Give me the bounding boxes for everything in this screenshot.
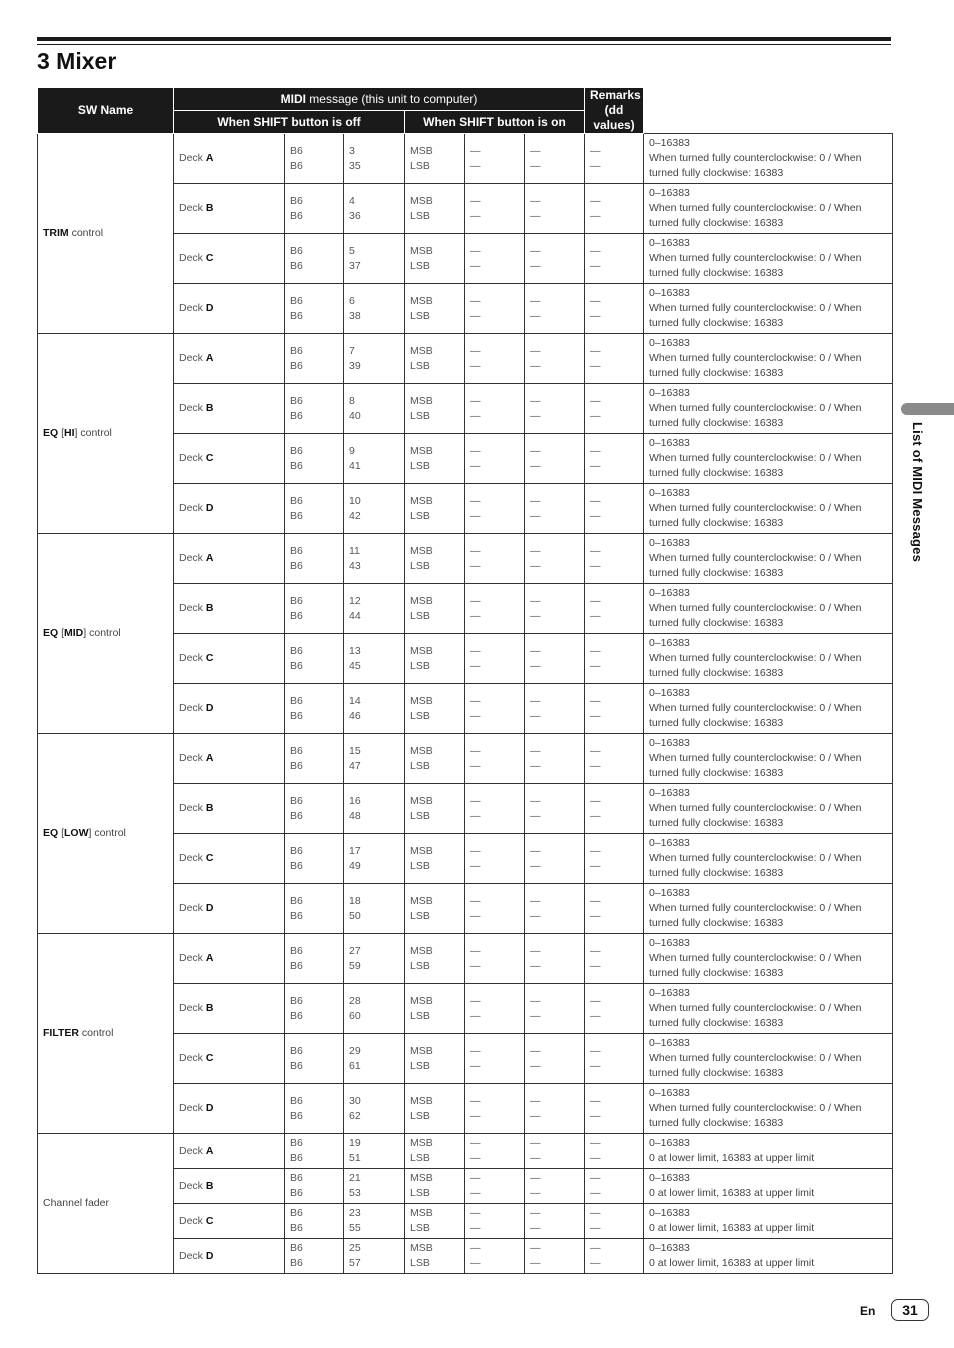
shift-on-cell: — — — [465, 784, 525, 834]
msb-lsb-cell: MSB LSB — [405, 1204, 465, 1239]
msb-lsb-cell: MSB LSB — [405, 1134, 465, 1169]
data-byte-cell: 12 44 — [344, 584, 405, 634]
deck-cell: Deck C — [174, 1204, 285, 1239]
status-byte-cell: B6 B6 — [285, 384, 344, 434]
status-byte-cell: B6 B6 — [285, 884, 344, 934]
msb-lsb-cell: MSB LSB — [405, 234, 465, 284]
shift-on-cell: — — — [465, 684, 525, 734]
data-byte-cell: 15 47 — [344, 734, 405, 784]
shift-on-cell: — — — [585, 584, 644, 634]
shift-on-cell: — — — [585, 234, 644, 284]
side-section-label: List of MIDI Messages — [910, 422, 925, 563]
shift-on-cell: — — — [525, 734, 585, 784]
shift-on-cell: — — — [585, 684, 644, 734]
status-byte-cell: B6 B6 — [285, 584, 344, 634]
status-byte-cell: B6 B6 — [285, 184, 344, 234]
remarks-cell: 0–16383 When turned fully counterclockwise: 0 / When turned fully clockwise: 16383 — [644, 934, 893, 984]
shift-on-cell: — — — [465, 584, 525, 634]
shift-on-cell: — — — [525, 334, 585, 384]
shift-on-cell: — — — [525, 234, 585, 284]
msb-lsb-cell: MSB LSB — [405, 784, 465, 834]
data-byte-cell: 3 35 — [344, 134, 405, 184]
shift-on-cell: — — — [525, 1169, 585, 1204]
remarks-cell: 0–16383 0 at lower limit, 16383 at upper limit — [644, 1169, 893, 1204]
data-byte-cell: 29 61 — [344, 1034, 405, 1084]
shift-on-cell: — — — [465, 1034, 525, 1084]
shift-on-cell: — — — [465, 734, 525, 784]
data-byte-cell: 16 48 — [344, 784, 405, 834]
sw-group-name: EQ [LOW] control — [38, 734, 174, 934]
remarks-cell: 0–16383 When turned fully counterclockwise: 0 / When turned fully clockwise: 16383 — [644, 734, 893, 784]
table-body — [38, 134, 893, 1274]
shift-on-cell: — — — [585, 634, 644, 684]
table-row — [38, 334, 893, 384]
shift-on-cell: — — — [465, 284, 525, 334]
shift-on-cell: — — — [525, 534, 585, 584]
shift-on-cell: — — — [465, 534, 525, 584]
deck-cell: Deck B — [174, 584, 285, 634]
shift-on-cell: — — — [465, 1204, 525, 1239]
shift-on-cell: — — — [585, 1034, 644, 1084]
status-byte-cell: B6 B6 — [285, 1169, 344, 1204]
data-byte-cell: 5 37 — [344, 234, 405, 284]
msb-lsb-cell: MSB LSB — [405, 184, 465, 234]
deck-cell: Deck D — [174, 484, 285, 534]
shift-on-cell: — — — [465, 634, 525, 684]
status-byte-cell: B6 B6 — [285, 134, 344, 184]
msb-lsb-cell: MSB LSB — [405, 1239, 465, 1274]
msb-lsb-cell: MSB LSB — [405, 284, 465, 334]
deck-cell: Deck D — [174, 884, 285, 934]
shift-on-cell: — — — [585, 984, 644, 1034]
top-rule-thick — [37, 37, 891, 41]
remarks-cell: 0–16383 When turned fully counterclockwise: 0 / When turned fully clockwise: 16383 — [644, 534, 893, 584]
sw-group-name: Channel fader — [38, 1134, 174, 1274]
shift-on-cell: — — — [525, 134, 585, 184]
remarks-cell: 0–16383 When turned fully counterclockwise: 0 / When turned fully clockwise: 16383 — [644, 184, 893, 234]
midi-message-table — [37, 87, 893, 1274]
shift-on-cell: — — — [525, 184, 585, 234]
data-byte-cell: 7 39 — [344, 334, 405, 384]
remarks-cell: 0–16383 When turned fully counterclockwise: 0 / When turned fully clockwise: 16383 — [644, 1084, 893, 1134]
deck-cell: Deck C — [174, 434, 285, 484]
msb-lsb-cell: MSB LSB — [405, 334, 465, 384]
status-byte-cell: B6 B6 — [285, 1084, 344, 1134]
shift-on-cell: — — — [525, 1134, 585, 1169]
shift-on-cell: — — — [525, 984, 585, 1034]
deck-cell: Deck B — [174, 1169, 285, 1204]
deck-cell: Deck B — [174, 384, 285, 434]
shift-on-cell: — — — [585, 1239, 644, 1274]
status-byte-cell: B6 B6 — [285, 284, 344, 334]
remarks-cell: 0–16383 When turned fully counterclockwise: 0 / When turned fully clockwise: 16383 — [644, 984, 893, 1034]
data-byte-cell: 8 40 — [344, 384, 405, 434]
data-byte-cell: 11 43 — [344, 534, 405, 584]
remarks-cell: 0–16383 When turned fully counterclockwise: 0 / When turned fully clockwise: 16383 — [644, 334, 893, 384]
shift-on-cell: — — — [465, 1239, 525, 1274]
deck-cell: Deck B — [174, 184, 285, 234]
shift-on-cell: — — — [465, 1134, 525, 1169]
remarks-cell: 0–16383 When turned fully counterclockwise: 0 / When turned fully clockwise: 16383 — [644, 684, 893, 734]
shift-on-cell: — — — [465, 334, 525, 384]
deck-cell: Deck D — [174, 284, 285, 334]
status-byte-cell: B6 B6 — [285, 1134, 344, 1169]
table-row — [38, 934, 893, 984]
table-row — [38, 734, 893, 784]
remarks-cell: 0–16383 When turned fully counterclockwise: 0 / When turned fully clockwise: 16383 — [644, 284, 893, 334]
status-byte-cell: B6 B6 — [285, 834, 344, 884]
data-byte-cell: 4 36 — [344, 184, 405, 234]
header-remarks: Remarks (dd values) — [585, 88, 644, 134]
shift-on-cell: — — — [525, 884, 585, 934]
shift-on-cell: — — — [585, 884, 644, 934]
msb-lsb-cell: MSB LSB — [405, 684, 465, 734]
shift-on-cell: — — — [585, 1084, 644, 1134]
data-byte-cell: 13 45 — [344, 634, 405, 684]
msb-lsb-cell: MSB LSB — [405, 484, 465, 534]
table-row — [38, 134, 893, 184]
shift-on-cell: — — — [525, 484, 585, 534]
data-byte-cell: 27 59 — [344, 934, 405, 984]
data-byte-cell: 9 41 — [344, 434, 405, 484]
shift-on-cell: — — — [465, 834, 525, 884]
deck-cell: Deck C — [174, 234, 285, 284]
data-byte-cell: 19 51 — [344, 1134, 405, 1169]
sw-group-name: EQ [HI] control — [38, 334, 174, 534]
shift-on-cell: — — — [465, 134, 525, 184]
status-byte-cell: B6 B6 — [285, 784, 344, 834]
msb-lsb-cell: MSB LSB — [405, 1169, 465, 1204]
status-byte-cell: B6 B6 — [285, 1239, 344, 1274]
status-byte-cell: B6 B6 — [285, 984, 344, 1034]
status-byte-cell: B6 B6 — [285, 434, 344, 484]
shift-on-cell: — — — [525, 784, 585, 834]
msb-lsb-cell: MSB LSB — [405, 1084, 465, 1134]
deck-cell: Deck D — [174, 1239, 285, 1274]
deck-cell: Deck A — [174, 734, 285, 784]
shift-on-cell: — — — [585, 834, 644, 884]
shift-on-cell: — — — [585, 384, 644, 434]
status-byte-cell: B6 B6 — [285, 334, 344, 384]
msb-lsb-cell: MSB LSB — [405, 534, 465, 584]
shift-on-cell: — — — [585, 434, 644, 484]
remarks-cell: 0–16383 When turned fully counterclockwise: 0 / When turned fully clockwise: 16383 — [644, 384, 893, 434]
shift-on-cell: — — — [585, 334, 644, 384]
header-shift-off: When SHIFT button is off — [174, 111, 405, 134]
msb-lsb-cell: MSB LSB — [405, 134, 465, 184]
shift-on-cell: — — — [525, 634, 585, 684]
status-byte-cell: B6 B6 — [285, 234, 344, 284]
shift-on-cell: — — — [585, 1169, 644, 1204]
msb-lsb-cell: MSB LSB — [405, 1034, 465, 1084]
data-byte-cell: 6 38 — [344, 284, 405, 334]
shift-on-cell: — — — [525, 1084, 585, 1134]
status-byte-cell: B6 B6 — [285, 1034, 344, 1084]
remarks-cell: 0–16383 0 at lower limit, 16383 at upper limit — [644, 1239, 893, 1274]
remarks-cell: 0–16383 When turned fully counterclockwise: 0 / When turned fully clockwise: 16383 — [644, 584, 893, 634]
shift-on-cell: — — — [585, 184, 644, 234]
msb-lsb-cell: MSB LSB — [405, 934, 465, 984]
deck-cell: Deck A — [174, 534, 285, 584]
header-sw-name: SW Name — [38, 88, 174, 134]
data-byte-cell: 25 57 — [344, 1239, 405, 1274]
deck-cell: Deck A — [174, 334, 285, 384]
shift-on-cell: — — — [465, 434, 525, 484]
data-byte-cell: 10 42 — [344, 484, 405, 534]
sw-group-name: TRIM control — [38, 134, 174, 334]
data-byte-cell: 30 62 — [344, 1084, 405, 1134]
shift-on-cell: — — — [525, 684, 585, 734]
shift-on-cell: — — — [585, 284, 644, 334]
status-byte-cell: B6 B6 — [285, 684, 344, 734]
shift-on-cell: — — — [585, 534, 644, 584]
shift-on-cell: — — — [585, 784, 644, 834]
msb-lsb-cell: MSB LSB — [405, 584, 465, 634]
data-byte-cell: 14 46 — [344, 684, 405, 734]
status-byte-cell: B6 B6 — [285, 634, 344, 684]
status-byte-cell: B6 B6 — [285, 484, 344, 534]
shift-on-cell: — — — [525, 584, 585, 634]
shift-on-cell: — — — [525, 1204, 585, 1239]
shift-on-cell: — — — [465, 984, 525, 1034]
sw-group-name: EQ [MID] control — [38, 534, 174, 734]
data-byte-cell: 23 55 — [344, 1204, 405, 1239]
shift-on-cell: — — — [465, 934, 525, 984]
remarks-cell: 0–16383 When turned fully counterclockwise: 0 / When turned fully clockwise: 16383 — [644, 1034, 893, 1084]
remarks-cell: 0–16383 0 at lower limit, 16383 at upper limit — [644, 1204, 893, 1239]
deck-cell: Deck B — [174, 984, 285, 1034]
deck-cell: Deck D — [174, 684, 285, 734]
msb-lsb-cell: MSB LSB — [405, 634, 465, 684]
footer-language: En — [860, 1304, 876, 1318]
shift-on-cell: — — — [525, 384, 585, 434]
top-rule-thin — [37, 44, 891, 45]
section-title: 3 Mixer — [37, 48, 117, 74]
status-byte-cell: B6 B6 — [285, 934, 344, 984]
shift-on-cell: — — — [465, 234, 525, 284]
remarks-cell: 0–16383 0 at lower limit, 16383 at upper limit — [644, 1134, 893, 1169]
shift-on-cell: — — — [585, 734, 644, 784]
msb-lsb-cell: MSB LSB — [405, 984, 465, 1034]
side-tab-marker — [901, 403, 954, 415]
shift-on-cell: — — — [465, 1084, 525, 1134]
status-byte-cell: B6 B6 — [285, 734, 344, 784]
shift-on-cell: — — — [465, 484, 525, 534]
shift-on-cell: — — — [525, 1034, 585, 1084]
msb-lsb-cell: MSB LSB — [405, 384, 465, 434]
remarks-cell: 0–16383 When turned fully counterclockwise: 0 / When turned fully clockwise: 16383 — [644, 234, 893, 284]
data-byte-cell: 18 50 — [344, 884, 405, 934]
deck-cell: Deck C — [174, 1034, 285, 1084]
remarks-cell: 0–16383 When turned fully counterclockwise: 0 / When turned fully clockwise: 16383 — [644, 484, 893, 534]
deck-cell: Deck C — [174, 834, 285, 884]
msb-lsb-cell: MSB LSB — [405, 434, 465, 484]
shift-on-cell: — — — [525, 934, 585, 984]
deck-cell: Deck C — [174, 634, 285, 684]
shift-on-cell: — — — [585, 1204, 644, 1239]
msb-lsb-cell: MSB LSB — [405, 834, 465, 884]
remarks-cell: 0–16383 When turned fully counterclockwise: 0 / When turned fully clockwise: 16383 — [644, 784, 893, 834]
data-byte-cell: 17 49 — [344, 834, 405, 884]
shift-on-cell: — — — [525, 284, 585, 334]
deck-cell: Deck A — [174, 134, 285, 184]
shift-on-cell: — — — [585, 484, 644, 534]
shift-on-cell: — — — [465, 1169, 525, 1204]
remarks-cell: 0–16383 When turned fully counterclockwise: 0 / When turned fully clockwise: 16383 — [644, 634, 893, 684]
data-byte-cell: 21 53 — [344, 1169, 405, 1204]
remarks-cell: 0–16383 When turned fully counterclockwise: 0 / When turned fully clockwise: 16383 — [644, 134, 893, 184]
status-byte-cell: B6 B6 — [285, 534, 344, 584]
data-byte-cell: 28 60 — [344, 984, 405, 1034]
header-midi-message: MIDI message (this unit to computer) — [174, 88, 585, 111]
header-shift-on: When SHIFT button is on — [405, 111, 585, 134]
footer-page-number: 31 — [891, 1299, 929, 1321]
msb-lsb-cell: MSB LSB — [405, 734, 465, 784]
shift-on-cell: — — — [525, 1239, 585, 1274]
table-row — [38, 1134, 893, 1169]
remarks-cell: 0–16383 When turned fully counterclockwise: 0 / When turned fully clockwise: 16383 — [644, 434, 893, 484]
shift-on-cell: — — — [525, 834, 585, 884]
msb-lsb-cell: MSB LSB — [405, 884, 465, 934]
shift-on-cell: — — — [465, 384, 525, 434]
shift-on-cell: — — — [585, 134, 644, 184]
deck-cell: Deck A — [174, 934, 285, 984]
deck-cell: Deck D — [174, 1084, 285, 1134]
shift-on-cell: — — — [465, 184, 525, 234]
deck-cell: Deck B — [174, 784, 285, 834]
shift-on-cell: — — — [585, 934, 644, 984]
deck-cell: Deck A — [174, 1134, 285, 1169]
table-row — [38, 534, 893, 584]
sw-group-name: FILTER control — [38, 934, 174, 1134]
status-byte-cell: B6 B6 — [285, 1204, 344, 1239]
remarks-cell: 0–16383 When turned fully counterclockwise: 0 / When turned fully clockwise: 16383 — [644, 884, 893, 934]
shift-on-cell: — — — [585, 1134, 644, 1169]
shift-on-cell: — — — [465, 884, 525, 934]
shift-on-cell: — — — [525, 434, 585, 484]
remarks-cell: 0–16383 When turned fully counterclockwise: 0 / When turned fully clockwise: 16383 — [644, 834, 893, 884]
